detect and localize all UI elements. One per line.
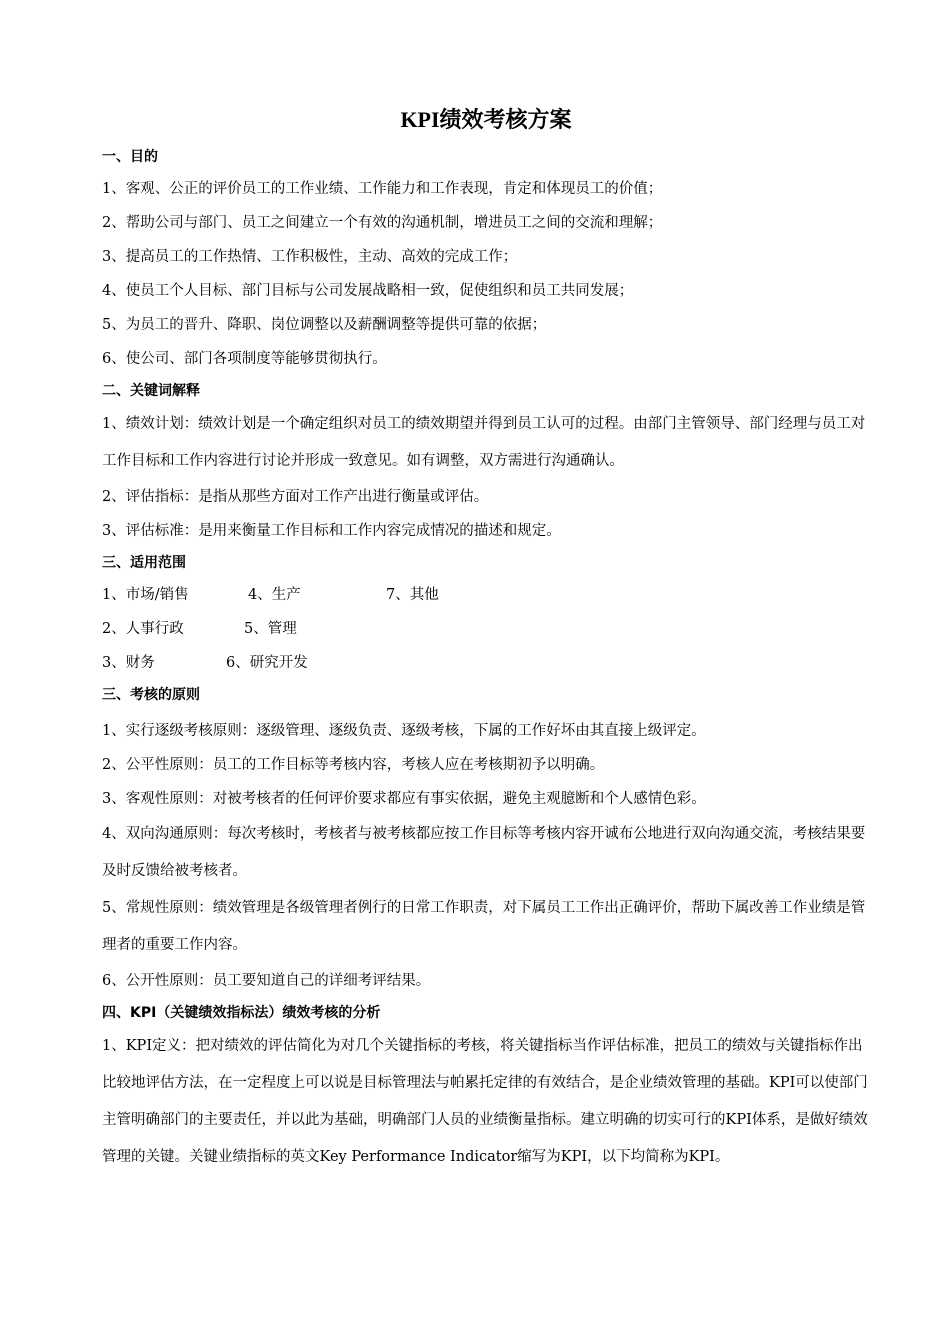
scope-cell: 7、其他 xyxy=(386,587,439,603)
scope-row xyxy=(102,612,870,646)
principle-item: 2、公平性原则：员工的工作目标等考核内容，考核人应在考核期初予以明确。 xyxy=(102,757,605,773)
scope-cell: 6、研究开发 xyxy=(226,655,308,671)
scope-cell: 2、人事行政 xyxy=(102,621,184,637)
purpose-item: 1、客观、公正的评价员工的工作业绩、工作能力和工作表现，肯定和体现员工的价值； xyxy=(102,181,663,197)
purpose-item: 3、提高员工的工作热情、工作积极性，主动、高效的完成工作； xyxy=(102,249,518,265)
keyword-item: 3、评估标准：是用来衡量工作目标和工作内容完成情况的描述和规定。 xyxy=(102,523,561,539)
keyword-item: 1、绩效计划：绩效计划是一个确定组织对员工的绩效期望并得到员工认可的过程。由部门主管领导、部门经理与员工对工作目标和工作内容进行讨论并形成一致意见。如有调整，双方需进行沟通确认。 xyxy=(102,416,866,469)
purpose-item: 6、使公司、部门各项制度等能够贯彻执行。 xyxy=(102,351,387,367)
keyword-item: 2、评估指标：是指从那些方面对工作产出进行衡量或评估。 xyxy=(102,489,489,505)
principle-item: 3、客观性原则：对被考核者的任何评价要求都应有事实依据，避免主观臆断和个人感情色彩。 xyxy=(102,791,706,807)
principle-item: 5、常规性原则：绩效管理是各级管理者例行的日常工作职责，对下属员工工作出正确评价，帮助下属改善工作业绩是管理者的重要工作内容。 xyxy=(102,900,866,953)
principle-item: 4、双向沟通原则：每次考核时，考核者与被考核都应按工作目标等考核内容开诚布公地进行双向沟通交流，考核结果要及时反馈给被考核者。 xyxy=(102,826,866,879)
scope-row xyxy=(102,578,870,612)
page-title: KPI绩效考核方案 xyxy=(400,107,572,132)
principle-item: 1、实行逐级考核原则：逐级管理、逐级负责、逐级考核，下属的工作好坏由其直接上级评定。 xyxy=(102,723,706,739)
purpose-item: 4、使员工个人目标、部门目标与公司发展战略相一致，促使组织和员工共同发展； xyxy=(102,283,634,299)
scope-row xyxy=(102,646,870,680)
section-heading-scope: 三、适用范围 xyxy=(102,555,186,571)
scope-cell: 3、财务 xyxy=(102,655,155,671)
section-heading-purpose: 一、目的 xyxy=(102,149,158,165)
section-heading-principles: 三、考核的原则 xyxy=(102,687,200,703)
section-heading-keywords: 二、关键词解释 xyxy=(102,383,200,399)
scope-cell: 1、市场/销售 xyxy=(102,587,189,603)
scope-cell: 5、管理 xyxy=(244,621,297,637)
kpi-definition: 1、KPI定义：把对绩效的评估简化为对几个关键指标的考核，将关键指标当作评估标准，把员工的绩效与关键指标作出比较地评估方法，在一定程度上可以说是目标管理法与帕累托定律的有效结合，是企业绩效管理的基础。KPI可以使部门主管明确部门的主要责任，并以此为基础，明确部门人员的业绩衡量指标。建立明确的切实可行的KPI体系，是做好绩效管理的关键。关键业绩指标的英文Key Performance Indicator缩写为KPI，以下均简称为KPI。 xyxy=(102,1038,868,1165)
purpose-item: 2、帮助公司与部门、员工之间建立一个有效的沟通机制，增进员工之间的交流和理解； xyxy=(102,215,663,231)
scope-cell: 4、生产 xyxy=(248,587,301,603)
purpose-item: 5、为员工的晋升、降职、岗位调整以及薪酬调整等提供可靠的依据； xyxy=(102,317,547,333)
section-heading-kpi: 四、KPI（关键绩效指标法）绩效考核的分析 xyxy=(102,1005,381,1021)
principle-item: 6、公开性原则：员工要知道自己的详细考评结果。 xyxy=(102,973,431,989)
